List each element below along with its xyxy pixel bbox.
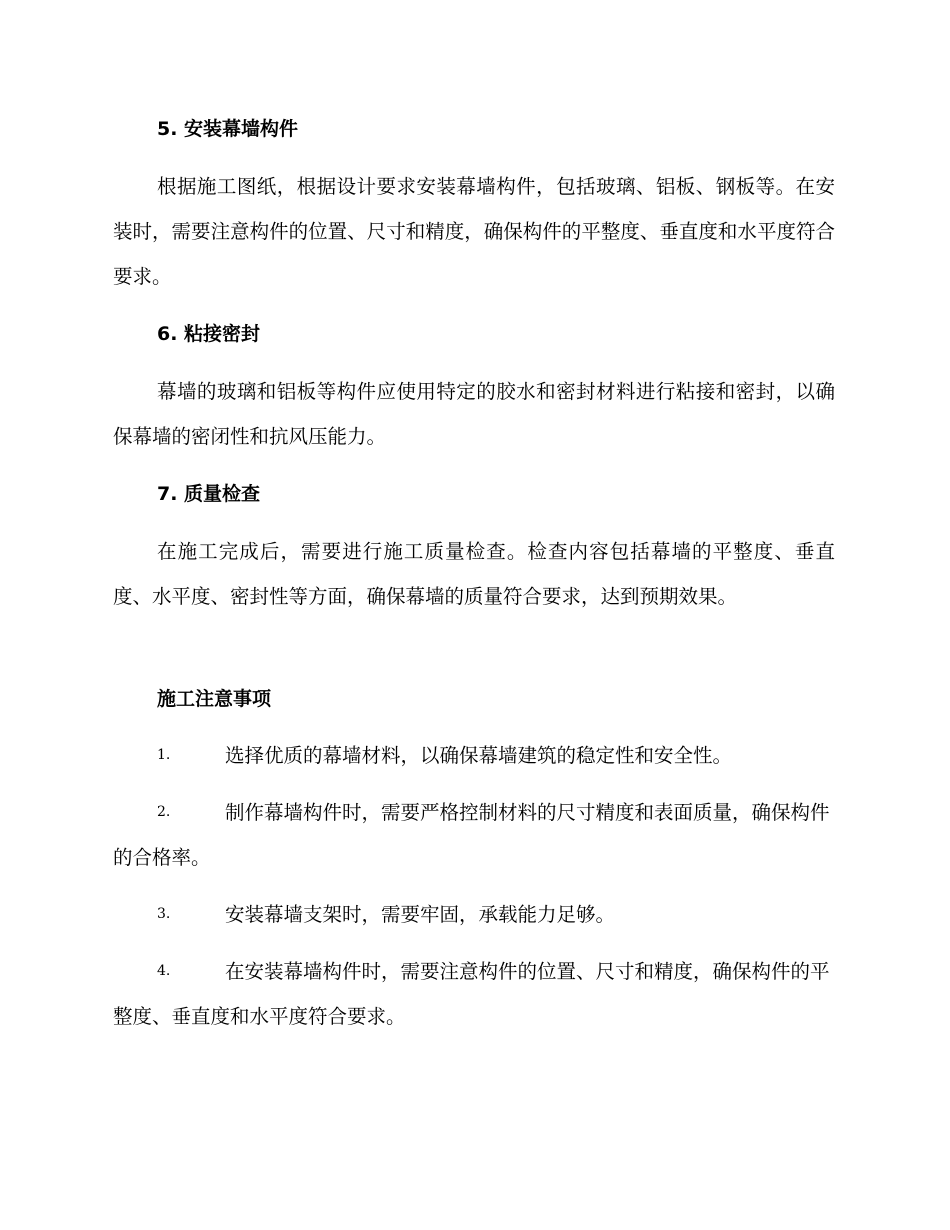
list-item-text: 在安装幕墙构件时，需要注意构件的位置、尺寸和精度，确保构件的平整度、垂直度和水平度符合要求。 xyxy=(113,960,830,1028)
list-item-text: 安装幕墙支架时，需要牢固，承载能力足够。 xyxy=(225,903,616,926)
section-paragraph-6: 幕墙的玻璃和铝板等构件应使用特定的胶水和密封材料进行粘接和密封，以确保幕墙的密闭性和抗风压能力。 xyxy=(113,380,835,448)
list-item-number: 4. xyxy=(157,963,171,979)
section-heading-5: 5. 安装幕墙构件 xyxy=(157,118,299,140)
list-item-number: 2. xyxy=(157,804,171,820)
section-paragraph-7: 在施工完成后，需要进行施工质量检查。检查内容包括幕墙的平整度、垂直度、水平度、密封性等方面，确保幕墙的质量符合要求，达到预期效果。 xyxy=(113,540,835,608)
section-paragraph-5: 根据施工图纸，根据设计要求安装幕墙构件，包括玻璃、铝板、钢板等。在安装时，需要注意构件的位置、尺寸和精度，确保构件的平整度、垂直度和水平度符合要求。 xyxy=(113,175,835,288)
list-item-text: 选择优质的幕墙材料，以确保幕墙建筑的稳定性和安全性。 xyxy=(225,744,733,767)
notes-heading: 施工注意事项 xyxy=(157,688,272,710)
list-item-number: 3. xyxy=(157,906,171,922)
list-item xyxy=(113,892,835,937)
section-heading-7: 7. 质量检查 xyxy=(157,483,261,505)
list-item-text: 制作幕墙构件时，需要严格控制材料的尺寸精度和表面质量，确保构件的合格率。 xyxy=(113,801,830,869)
list-item-number: 1. xyxy=(157,747,171,763)
list-item xyxy=(113,733,835,778)
list-item xyxy=(113,790,835,880)
section-heading-6: 6. 粘接密封 xyxy=(157,323,261,345)
list-item xyxy=(113,949,835,1039)
